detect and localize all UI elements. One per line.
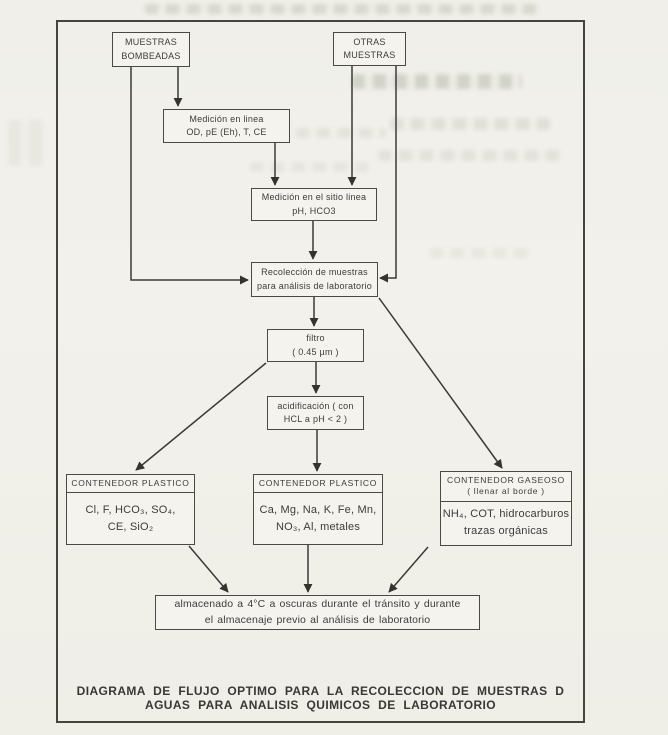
node-text: MUESTRAS: [343, 50, 396, 60]
node-recoleccion: [251, 262, 378, 297]
container-header-text: CONTENEDOR GASEOSO: [447, 475, 565, 485]
container-header: [441, 472, 571, 502]
container-header-text: CONTENEDOR PLASTICO: [258, 478, 378, 488]
container-header-text: ( llenar al borde ): [467, 486, 545, 497]
container-body: [67, 493, 194, 544]
node-contenedor-plastico-izquierdo: [66, 474, 195, 545]
node-text: ( 0.45 µm ): [292, 346, 339, 357]
container-body: [441, 502, 571, 545]
node-text: MUESTRAS: [124, 37, 177, 47]
node-text: Recolección de muestras: [261, 267, 368, 277]
container-header-text: CONTENEDOR PLASTICO: [71, 478, 190, 488]
node-text: filtro: [306, 333, 325, 343]
node-contenedor-plastico-centro: [253, 474, 383, 545]
diagram-caption: [56, 684, 585, 713]
node-acidificacion: [267, 396, 364, 430]
node-text: Medición en linea: [189, 113, 264, 124]
node-text: para análisis de laboratorio: [256, 280, 373, 291]
node-almacenado: [155, 595, 480, 630]
container-header: [67, 475, 194, 493]
node-text: pH, HCO3: [292, 205, 336, 216]
node-filtro: [267, 329, 364, 362]
node-medicion-en-linea: [163, 109, 290, 143]
node-text: OD, pE (Eh), T, CE: [186, 127, 267, 137]
container-body-text: NO₃, Al, metales: [275, 520, 361, 533]
node-text: acidificación ( con: [277, 400, 354, 411]
container-body-text: trazas orgánicas: [464, 525, 548, 538]
container-body: [254, 493, 382, 544]
container-body-text: CE, SiO₂: [107, 520, 154, 533]
diagram-caption-line2: AGUAS PARA ANALISIS QUIMICOS DE LABORATORIO: [145, 698, 496, 713]
node-contenedor-gaseoso: [440, 471, 572, 546]
diagram-caption-line1: DIAGRAMA DE FLUJO OPTIMO PARA LA RECOLECCION DE MUESTRAS D: [76, 684, 565, 698]
container-header: [254, 475, 382, 493]
node-otras-muestras: [333, 32, 406, 66]
node-text: almacenado a 4°C a oscuras durante el tránsito y durante: [174, 597, 461, 610]
node-text: el almacenaje previo al análisis de laboratorio: [204, 613, 431, 626]
node-muestras-bombeadas: [112, 32, 190, 67]
node-text: HCL a pH < 2 ): [283, 414, 348, 424]
container-body-text: NH₄, COT, hidrocarburos: [442, 508, 570, 521]
node-text: OTRAS: [353, 36, 386, 47]
container-body-text: Ca, Mg, Na, K, Fe, Mn,: [259, 503, 377, 516]
node-text: BOMBEADAS: [121, 50, 181, 61]
node-text: Medición en el sitio linea: [261, 192, 367, 202]
node-medicion-en-sitio: [251, 188, 377, 221]
container-body-text: Cl, F, HCO₃, SO₄,: [85, 503, 176, 516]
